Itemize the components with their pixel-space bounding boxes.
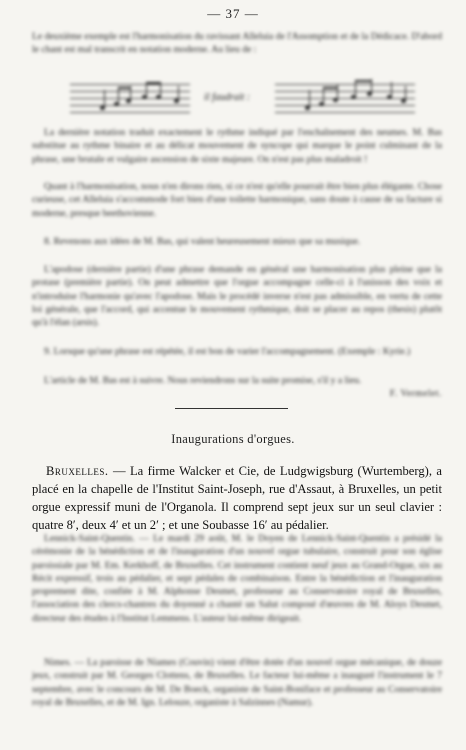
bruxelles-paragraph — [32, 462, 442, 534]
music-example — [70, 80, 415, 124]
music-staff-right — [275, 84, 415, 114]
paragraph-suite: L'article de M. Bas est à suivre. Nous reviendrons sur la suite promise, s'il y a lieu. — [44, 375, 362, 386]
page-number: — 37 — — [207, 6, 259, 21]
lennick-paragraph: Lennick-Saint-Quentin. — Le mardi 29 août, M. le Doyen de Lennick-Saint-Quentin a présidé la cérémonie de la bénédiction et de l'inauguration d'un nouvel orgue tubulaire, construit pour son église paroissiale par M. Em. Kerkhoff, de Bruxelles. Cet instrument contient neuf jeux au Grand-Orgue, six au Récit expressif, trois au pédalier, et sept pédales de combinaison. Entre la bénédiction et l'inauguration proprement dite, confiée à M. Alphonse Desmet, professeur au Conservatoire royal de Bruxelles, l'association des clercs-chantres du doyenné a chanté un Salut composé d'œuvres de M. Aloys Desmet, directeur des études à l'Institut Lemmens. L'auteur lui-même dirigeait. — [32, 533, 442, 624]
paragraph-rhythm: La dernière notation traduit exactement le rythme indiqué par l'enchaînement des neumes. M. Bas substitue au rythme binaire et au délicat mouvement de syncope qui marque le point culminant de la phrase, une brutale et vulgaire ascension de sixte majeure. On n'est pas plus maladroit ! — [32, 127, 442, 165]
paragraph-apodose: L'apodose (dernière partie) d'une phrase demande en général une harmonisation plus pleine que la protase (première partie). On peut admettre que l'orgue accompagne celle-ci à l'unisson des voix et n'introduise l'harmonie qu'avec l'apodose. Mais le procédé inverse n'est pas admissible, en vertu de cette loi générale, que l'accord, qui accentue le mouvement rythmique, doit se placer au repos (thesis) plutôt qu'à l'élan (arsis). — [32, 264, 442, 329]
bruxelles-city: Bruxelles. — [46, 464, 109, 478]
nimes-paragraph: Nimes. — La paroisse de Niames (Couvin) vient d'être dotée d'un nouvel orgue mécanique, de douze jeux, construit par M. Georges Clottens, de Bruxelles. Le facteur lui-même a inauguré l'instrument le 7 septembre, avec le concours de M. De Boeck, organiste de Saint-Boniface et professeur au Conservatoire royal de Bruxelles, et de M. Ign. Lelouze, organiste à Salzinnes (Namur). — [32, 657, 442, 708]
music-staff-left — [70, 84, 190, 114]
intro-paragraph: Le deuxième exemple est l'harmonisation du ravissant Alleluia de l'Assomption et de la Dédicace. D'abord le chant est mal transcrit en notation moderne. Au lieu de : — [32, 31, 442, 56]
section-divider — [175, 408, 288, 409]
paragraph-eight: 8. Revenons aux idées de M. Bas, qui valent heureusement mieux que sa musique. — [44, 236, 361, 247]
music-label: il faudrait : — [204, 92, 251, 103]
paragraph-nine: 9. Lorsque qu'une phrase est répétée, il est bon de varier l'accompagnement. (Exemple : Kyrie.) — [44, 346, 411, 357]
signature: F. Vermelet. — [389, 388, 442, 399]
bruxelles-text: — La firme Walcker et Cie, de Ludgwigsburg (Wurtemberg), a placé en la chapelle de l'Institut Saint-Joseph, rue d'Assaut, à Bruxelles, un petit orgue expressif muni de l'Organola. Il comprend sept jeux sur un seul clavier : quatre 8′, deux 4′ et un 2′ ; et une Soubasse 16′ au pédalier. — [32, 464, 442, 532]
paragraph-harmonisation: Quant à l'harmonisation, nous n'en dirons rien, si ce n'est qu'elle pourrait être bien plus élégante. Chose curieuse, cet Alleluia s'accommode fort bien d'une toilette harmonique, sans doute à cause de sa facture si moderne, presque beethovienne. — [32, 181, 442, 219]
section-heading: Inaugurations d'orgues. — [171, 432, 295, 446]
